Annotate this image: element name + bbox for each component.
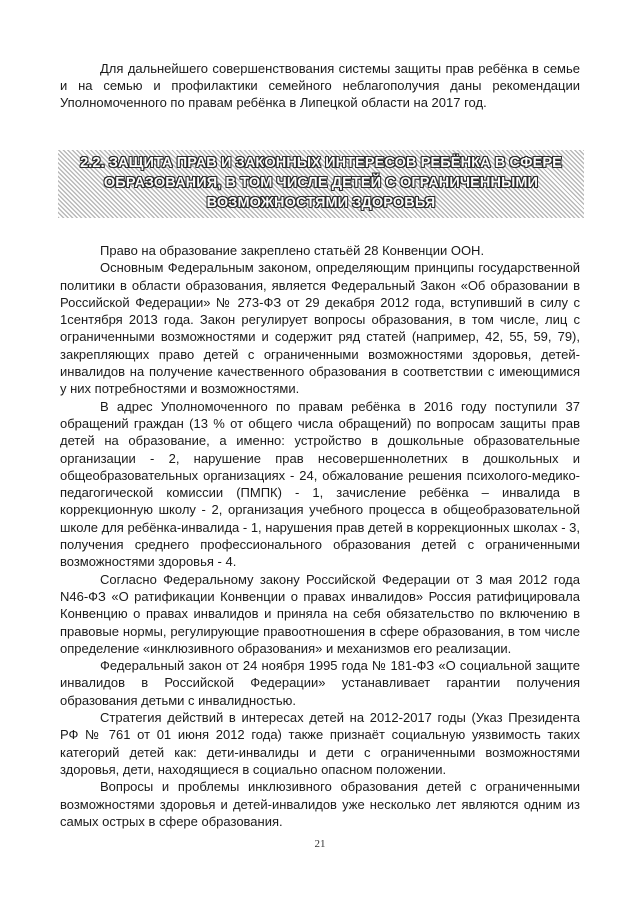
paragraph-inclusive-education: Вопросы и проблемы инклюзивного образования детей с ограниченными возможностями здоровья и детей-инвалидов уже несколько лет являются одним из самых острых в сфере образования. bbox=[60, 779, 580, 829]
paragraph-social-protection: Федеральный закон от 24 ноября 1995 года № 181-ФЗ «О социальной защите инвалидов в Российской Федерации» устанавливает гарантии получения образования детьми с инвалидностью. bbox=[60, 658, 580, 708]
paragraph-appeals: В адрес Уполномоченного по правам ребёнка в 2016 году поступили 37 обращений граждан (13 % от общего числа обращений) по вопросам защиты прав детей на образование, а именно: устройство в дошкольные образовательные организации - 2, нарушение прав несовершеннолетних в дошкольных и общеобразовательных организациях - 24, обжалование решения психолого-медико-педагогической комиссии (ПМПК) - 1, зачисление ребёнка – инвалида в коррекционную школу - 2, организация учебного процесса в общеобразовательной школе для ребёнка-инвалида - 1, нарушения прав детей в коррекционных школах - 3, получения среднего профессионального образования детей с ограниченными возможностями здоровья - 4. bbox=[60, 398, 580, 570]
section-heading bbox=[58, 153, 584, 213]
section-heading-line-3: ВОЗМОЖНОСТЯМИ ЗДОРОВЬЯ bbox=[206, 195, 436, 211]
section-body bbox=[60, 242, 580, 830]
page-number: 21 bbox=[314, 838, 326, 850]
intro-paragraph: Для дальнейшего совершенствования системы защиты прав ребёнка в семье и на семью и профилактики семейного неблагополучия даны рекомендации Уполномоченного по правам ребёнка в Липецкой области на 2017 год. bbox=[60, 61, 580, 111]
paragraph-un-convention: Право на образование закреплено статьёй 28 Конвенции ООН. bbox=[100, 243, 485, 258]
section-heading-line-1: 2.2. ЗАЩИТА ПРАВ И ЗАКОННЫХ ИНТЕРЕСОВ РЕБЁНКА В СФЕРЕ bbox=[80, 155, 562, 171]
paragraph-strategy: Стратегия действий в интересах детей на 2012-2017 годы (Указ Президента РФ № 761 от 01 июня 2012 года) также признаёт социальную уязвимость таких категорий детей как: дети-инвалиды и дети с ограниченными возможностями здоровья, дети, находящиеся в социально опасном положении. bbox=[60, 710, 580, 777]
section-heading-line-2: ОБРАЗОВАНИЯ, В ТОМ ЧИСЛЕ ДЕТЕЙ С ОГРАНИЧЕННЫМИ bbox=[103, 175, 539, 191]
paragraph-federal-law: Основным Федеральным законом, определяющим принципы государственной политики в области образования, является Федеральный Закон «Об образовании в Российской Федерации» № 273-ФЗ от 29 декабря 2012 года, вступивший в силу с 1сентября 2013 года. Закон регулирует вопросы образования, в том числе, лиц с ограниченными возможностями и содержит ряд статей (например, 42, 55, 59, 79), закрепляющих право детей с ограниченными возможностями здоровья, детей-инвалидов на получение качественного образования в соответствии с имеющимися у них потребностями и возможностями. bbox=[60, 260, 580, 397]
paragraph-ratification: Согласно Федеральному закону Российской Федерации от 3 мая 2012 года N46-ФЗ «О ратификации Конвенции о правах инвалидов» Россия ратифицировала Конвенцию о правах инвалидов и приняла на себя обязательство по включению в правовые нормы, регулирующие правоотношения в сфере образования, в том числе определение «инклюзивного образования» и механизмов его реализации. bbox=[60, 571, 580, 656]
